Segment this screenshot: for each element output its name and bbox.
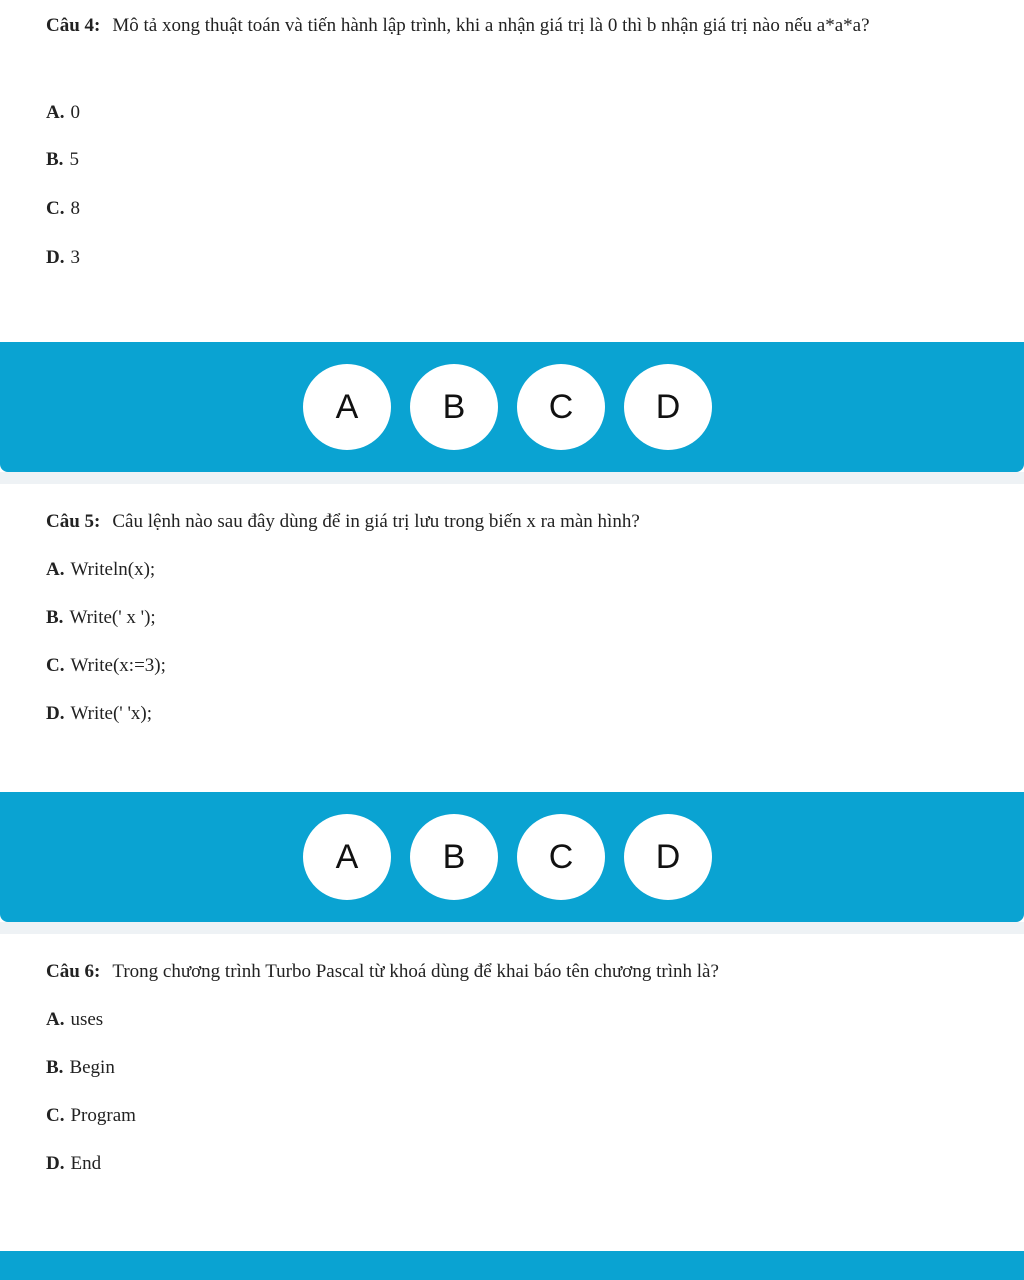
option-text: Write(' x '); bbox=[69, 607, 156, 628]
option-letter: B. bbox=[46, 1057, 64, 1078]
question-card-6 bbox=[0, 934, 1024, 1280]
option-text: 3 bbox=[70, 247, 80, 268]
option-c bbox=[46, 654, 166, 678]
option-d bbox=[46, 246, 80, 270]
option-text: Writeln(x); bbox=[70, 559, 156, 580]
question-text bbox=[46, 8, 1006, 44]
option-text: uses bbox=[70, 1009, 104, 1030]
option-letter: B. bbox=[46, 149, 64, 170]
answer-band bbox=[0, 792, 1024, 922]
option-a bbox=[46, 1008, 103, 1032]
option-text: Program bbox=[70, 1105, 136, 1126]
option-d bbox=[46, 702, 152, 726]
option-letter: C. bbox=[46, 198, 65, 219]
question-body: Trong chương trình Turbo Pascal từ khoá dùng để khai báo tên chương trình là? bbox=[112, 961, 719, 982]
answer-button-c[interactable]: C bbox=[517, 814, 605, 900]
option-text: End bbox=[70, 1153, 102, 1174]
option-letter: C. bbox=[46, 655, 65, 676]
question-body: Câu lệnh nào sau đây dùng để in giá trị lưu trong biến x ra màn hình? bbox=[112, 511, 640, 532]
option-letter: A. bbox=[46, 1009, 65, 1030]
question-number: Câu 5: bbox=[46, 511, 101, 532]
option-letter: D. bbox=[46, 1153, 65, 1174]
answer-button-a[interactable]: A bbox=[303, 364, 391, 450]
option-text: Write(x:=3); bbox=[70, 655, 166, 676]
option-a bbox=[46, 558, 155, 582]
answer-band bbox=[0, 342, 1024, 472]
question-number: Câu 6: bbox=[46, 961, 101, 982]
option-text: 8 bbox=[70, 198, 80, 219]
option-b bbox=[46, 606, 156, 630]
question-card-4 bbox=[0, 0, 1024, 472]
question-text bbox=[46, 954, 1006, 990]
option-letter: A. bbox=[46, 559, 65, 580]
option-b bbox=[46, 1056, 115, 1080]
option-c bbox=[46, 1104, 136, 1128]
option-letter: C. bbox=[46, 1105, 65, 1126]
option-text: Begin bbox=[69, 1057, 115, 1078]
answer-buttons bbox=[303, 814, 712, 900]
answer-button-b[interactable]: B bbox=[410, 364, 498, 450]
option-text: 0 bbox=[70, 102, 80, 123]
answer-button-a[interactable]: A bbox=[303, 814, 391, 900]
answer-button-d[interactable]: D bbox=[624, 364, 712, 450]
option-letter: B. bbox=[46, 607, 64, 628]
answer-buttons bbox=[303, 364, 712, 450]
option-text: 5 bbox=[69, 149, 79, 170]
option-letter: A. bbox=[46, 102, 65, 123]
question-body: Mô tả xong thuật toán và tiến hành lập trình, khi a nhận giá trị là 0 thì b nhận giá trị nào nếu a*a*a? bbox=[112, 15, 870, 36]
option-text: Write(' 'x); bbox=[70, 703, 153, 724]
option-c bbox=[46, 197, 80, 221]
question-text bbox=[46, 504, 1006, 540]
option-letter: D. bbox=[46, 247, 65, 268]
answer-button-c[interactable]: C bbox=[517, 364, 605, 450]
option-d bbox=[46, 1152, 101, 1176]
answer-band-partial bbox=[0, 1251, 1024, 1280]
answer-button-b[interactable]: B bbox=[410, 814, 498, 900]
option-a bbox=[46, 101, 80, 125]
question-number: Câu 4: bbox=[46, 15, 101, 36]
option-b bbox=[46, 148, 79, 172]
answer-button-d[interactable]: D bbox=[624, 814, 712, 900]
question-card-5 bbox=[0, 484, 1024, 922]
option-letter: D. bbox=[46, 703, 65, 724]
